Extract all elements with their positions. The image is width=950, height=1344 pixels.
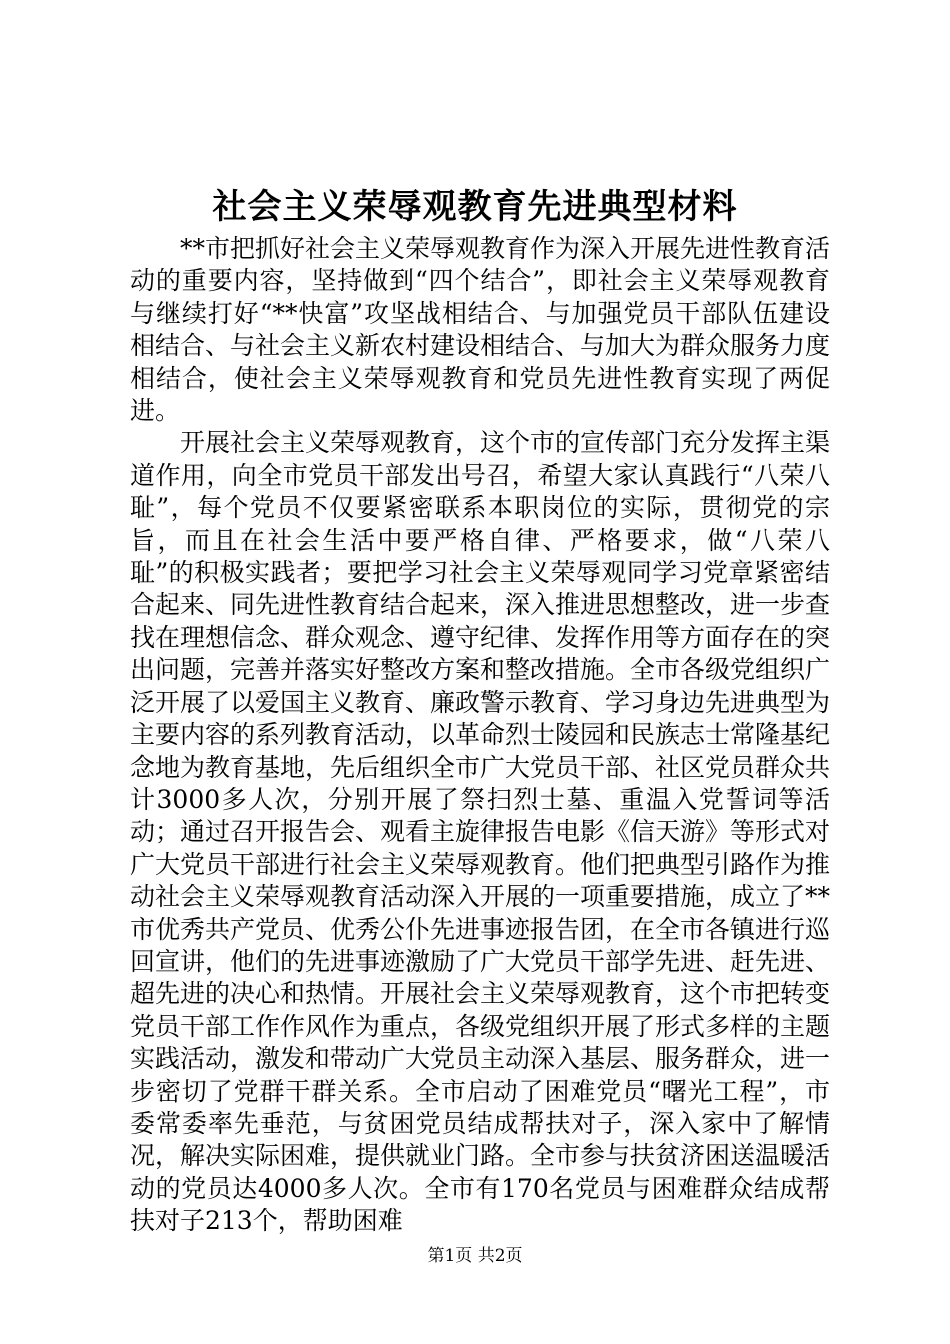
- body-paragraph-2: 开展社会主义荣辱观教育，这个市的宣传部门充分发挥主渠道作用，向全市党员干部发出号召，希望大家认真践行“八荣八耻”，每个党员不仅要紧密联系本职岗位的实际，贯彻党的宗旨，而且在社会生活中要严格自律、严格要求，做“八荣八耻”的积极实践者；要把学习社会主义荣辱观同学习党章紧密结合起来、同先进性教育结合起来，深入推进思想整改，进一步查找在理想信念、群众观念、遵守纪律、发挥作用等方面存在的突出问题，完善并落实好整改方案和整改措施。全市各级党组织广泛开展了以爱国主义教育、廉政警示教育、学习身边先进典型为主要内容的系列教育活动，以革命烈士陵园和民族志士常隆基纪念地为教育基地，先后组织全市广大党员干部、社区党员群众共计3000多人次，分别开展了祭扫烈士墓、重温入党誓词等活动；通过召开报告会、观看主旋律报告电影《信天游》等形式对广大党员干部进行社会主义荣辱观教育。他们把典型引路作为推动社会主义荣辱观教育活动深入开展的一项重要措施，成立了**市优秀共产党员、优秀公仆先进事迹报告团，在全市各镇进行巡回宣讲，他们的先进事迹激励了广大党员干部学先进、赶先进、超先进的决心和热情。开展社会主义荣辱观教育，这个市把转变党员干部工作作风作为重点，各级党组织开展了形式多样的主题实践活动，激发和带动广大党员主动深入基层、服务群众，进一步密切了党群干群关系。全市启动了困难党员“曙光工程”，市委常委率先垂范，与贫困党员结成帮扶对子，深入家中了解情况，解决实际困难，提供就业门路。全市参与扶贫济困送温暖活动的党员达4000多人次。全市有170名党员与困难群众结成帮扶对子213个，帮助困难: [130, 428, 831, 1236]
- document-body: [130, 233, 830, 1238]
- page-footer: 第1页 共2页: [427, 1246, 523, 1266]
- body-paragraph-1: **市把抓好社会主义荣辱观教育作为深入开展先进性教育活动的重要内容，坚持做到“四个结合”，即社会主义荣辱观教育与继续打好“**快富”攻坚战相结合、与加强党员干部队伍建设相结合、与社会主义新农村建设相结合、与加大为群众服务力度相结合，使社会主义荣辱观教育和党员先进性教育实现了两促进。: [130, 234, 831, 426]
- document-title: 社会主义荣辱观教育先进典型材料: [212, 187, 738, 227]
